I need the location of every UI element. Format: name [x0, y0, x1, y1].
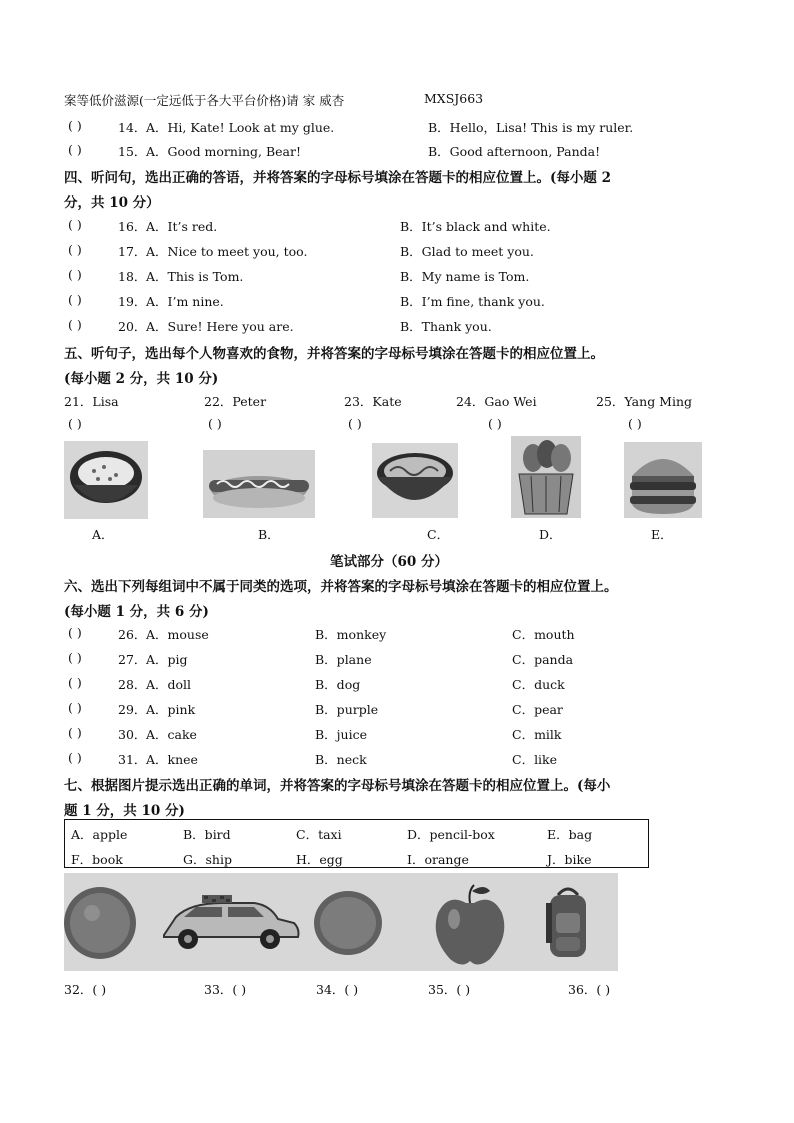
option-b: B．plane: [315, 652, 372, 667]
word-option: I．orange: [407, 852, 469, 867]
word-option: B．bird: [183, 827, 231, 842]
person-label: 22．Peter: [204, 394, 267, 409]
option-b: B．neck: [315, 752, 367, 767]
picture-label: E．: [651, 527, 673, 542]
answer-slot: 34．( ): [316, 982, 359, 997]
orange-picture: [64, 887, 136, 959]
section5-heading: 五、听句子，选出每个人物喜欢的食物，并将答案的字母标号填涂在答题卡的相应位置上。: [64, 346, 604, 362]
option-a: A．Hi, Kate! Look at my glue.: [146, 120, 335, 135]
answer-paren: ( ): [348, 416, 362, 431]
option-a: A．Good morning, Bear!: [146, 144, 301, 159]
person-label: 25．Yang Ming: [596, 394, 693, 409]
answer-paren: ( ): [68, 142, 82, 157]
option-a: A．pink: [146, 702, 196, 717]
hotdog-picture: [203, 450, 315, 518]
option-b: B．Hello，Lisa! This is my ruler.: [428, 120, 634, 135]
header-note: 案等低价滋源(一定远低于各大平台价格)请 家 威杏: [64, 93, 345, 108]
word-bank-box: [64, 819, 649, 868]
option-a: A．Sure! Here you are.: [146, 319, 294, 334]
answer-slot: 35．( ): [428, 982, 471, 997]
person-label: 23．Kate: [344, 394, 402, 409]
section4-heading: 四、听问句，选出正确的答语，并将答案的字母标号填涂在答题卡的相应位置上。(每小题 2: [64, 170, 611, 186]
answer-paren: ( ): [68, 242, 82, 257]
written-part-title: 笔试部分（60 分）: [330, 554, 448, 570]
picture-label: B．: [258, 527, 280, 542]
option-c: C．like: [512, 752, 558, 767]
picture-label: D．: [539, 527, 562, 542]
section5-heading-cont: (每小题 2 分，共 10 分): [64, 371, 219, 387]
question-number: 26．: [118, 627, 147, 642]
answer-paren: ( ): [68, 292, 82, 307]
option-b: B．purple: [315, 702, 379, 717]
question-number: 30．: [118, 727, 147, 742]
option-b: B．Glad to meet you.: [400, 244, 534, 259]
option-a: A．doll: [146, 677, 192, 692]
answer-slot: 33．( ): [204, 982, 247, 997]
word-option: J．bike: [547, 852, 592, 867]
word-option: A．apple: [71, 827, 128, 842]
question-number: 16．: [118, 219, 147, 234]
answer-paren: ( ): [68, 416, 82, 431]
section6-heading: 六、选出下列每组词中不属于同类的选项，并将答案的字母标号填涂在答题卡的相应位置上。: [64, 579, 618, 595]
answer-paren: ( ): [68, 675, 82, 690]
option-a: A．pig: [146, 652, 188, 667]
option-b: B．monkey: [315, 627, 387, 642]
question-number: 19．: [118, 294, 147, 309]
answer-paren: ( ): [68, 650, 82, 665]
picture-label: A．: [92, 527, 114, 542]
chicken-bucket-picture: [511, 436, 581, 518]
option-a: A．This is Tom.: [146, 269, 244, 284]
option-b: B．Good afternoon, Panda!: [428, 144, 601, 159]
answer-paren: ( ): [68, 750, 82, 765]
question-number: 17．: [118, 244, 147, 259]
question-number: 20．: [118, 319, 147, 334]
section4-heading-cont: 分，共 10 分）: [64, 195, 160, 211]
header-code: MXSJ663: [424, 91, 484, 106]
word-option: E．bag: [547, 827, 593, 842]
rice-bowl-picture: [64, 441, 148, 519]
question-number: 27．: [118, 652, 147, 667]
option-b: B．juice: [315, 727, 368, 742]
answer-paren: ( ): [208, 416, 222, 431]
answer-paren: ( ): [68, 625, 82, 640]
option-b: B．dog: [315, 677, 361, 692]
option-b: B．My name is Tom.: [400, 269, 530, 284]
word-option: C．taxi: [296, 827, 342, 842]
answer-paren: ( ): [68, 118, 82, 133]
answer-paren: ( ): [68, 267, 82, 282]
answer-paren: ( ): [68, 700, 82, 715]
option-a: A．cake: [146, 727, 197, 742]
section7-heading-cont: 题 1 分，共 10 分): [64, 803, 185, 819]
person-label: 21．Lisa: [64, 394, 119, 409]
option-a: A．mouse: [146, 627, 209, 642]
question-number: 31．: [118, 752, 147, 767]
option-b: B．It’s black and white.: [400, 219, 551, 234]
option-c: C．duck: [512, 677, 565, 692]
section6-heading-cont: (每小题 1 分，共 6 分): [64, 604, 209, 620]
option-c: C．mouth: [512, 627, 575, 642]
option-c: C．pear: [512, 702, 563, 717]
answer-paren: ( ): [68, 317, 82, 332]
noodle-bowl-picture: [372, 443, 458, 518]
question-number: 14．: [118, 120, 147, 135]
word-option: F．book: [71, 852, 123, 867]
question-number: 18．: [118, 269, 147, 284]
option-c: C．milk: [512, 727, 562, 742]
egg-picture: [314, 891, 382, 955]
option-a: A．knee: [146, 752, 198, 767]
picture-label: C．: [427, 527, 450, 542]
answer-slot: 36．( ): [568, 982, 611, 997]
hamburger-picture: [624, 442, 702, 518]
answer-paren: ( ): [68, 725, 82, 740]
word-option: H．egg: [296, 852, 343, 867]
option-a: A．I’m nine.: [146, 294, 224, 309]
picture-strip: [64, 873, 618, 971]
answer-paren: ( ): [628, 416, 642, 431]
option-a: A．It’s red.: [146, 219, 218, 234]
option-a: A．Nice to meet you, too.: [146, 244, 308, 259]
answer-paren: ( ): [68, 217, 82, 232]
person-label: 24．Gao Wei: [456, 394, 537, 409]
question-number: 15．: [118, 144, 147, 159]
section7-heading: 七、根据图片提示选出正确的单词，并将答案的字母标号填涂在答题卡的相应位置上。(每小: [64, 778, 611, 794]
backpack-picture: [546, 889, 586, 957]
option-c: C．panda: [512, 652, 574, 667]
option-b: B．I’m fine, thank you.: [400, 294, 545, 309]
word-option: G．ship: [183, 852, 232, 867]
answer-slot: 32．( ): [64, 982, 107, 997]
answer-paren: ( ): [488, 416, 502, 431]
word-option: D．pencil-box: [407, 827, 495, 842]
question-number: 28．: [118, 677, 147, 692]
option-b: B．Thank you.: [400, 319, 492, 334]
question-number: 29．: [118, 702, 147, 717]
